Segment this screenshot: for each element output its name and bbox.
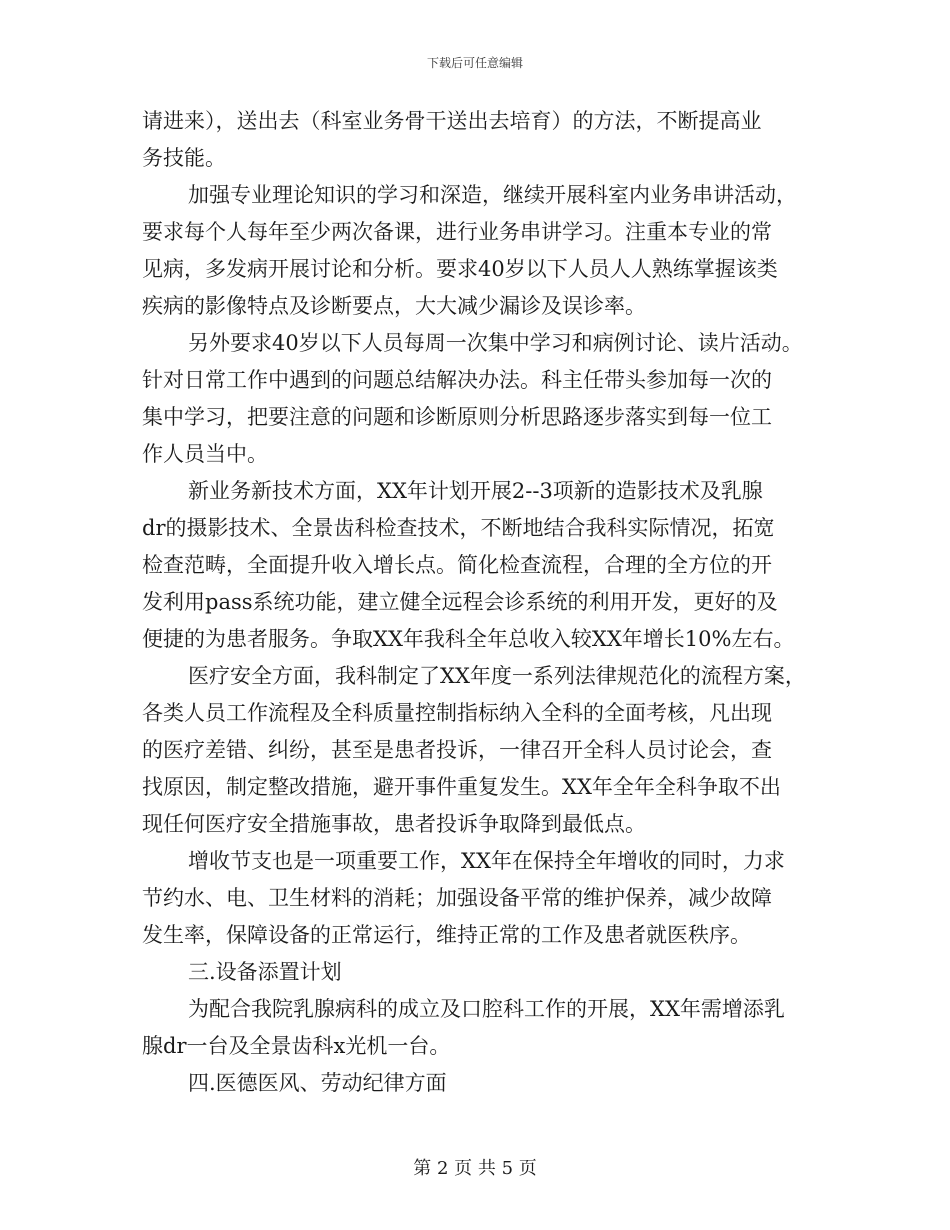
text-line: 发利用pass系统功能，建立健全远程会诊系统的利用开发，更好的及 [142,590,778,614]
text-line: 加强专业理论知识的学习和深造，继续开展科室内业务串讲活动， [188,183,797,207]
text-line: 务技能。 [142,146,226,170]
paragraph [142,991,822,1065]
text-line: dr的摄影技术、全景齿科检查技术，不断地结合我科实际情况，拓宽 [142,516,775,540]
text-line: 针对日常工作中遇到的问题总结解决办法。科主任带头参加每一次的 [142,368,772,392]
text-line: 找原因，制定整改措施，避开事件重复发生。XX年全年全科争取不出 [142,775,781,799]
paragraph [142,325,822,473]
paragraph [142,658,822,843]
text-line: 见病，多发病开展讨论和分析。要求40岁以下人员人人熟练掌握该类 [142,257,778,281]
text-line: 疾病的影像特点及诊断要点，大大减少漏诊及误诊率。 [142,294,646,318]
text-line: 集中学习，把要注意的问题和诊断原则分析思路逐步落实到每一位工 [142,405,772,429]
text-line: 四.医德医风、劳动纪律方面 [188,1071,447,1095]
paragraph [142,177,822,325]
text-line: 另外要求40岁以下人员每周一次集中学习和病例讨论、读片活动。 [188,331,803,355]
text-line: 三.设备添置计划 [188,960,342,984]
text-line: 新业务新技术方面，XX年计划开展2--3项新的造影技术及乳腺 [188,479,763,503]
text-line: 的医疗差错、纠纷，甚至是患者投诉，一律召开全科人员讨论会，查 [142,738,772,762]
paragraph [142,843,822,954]
section-heading [142,1065,822,1102]
text-line: 要求每个人每年至少两次备课，进行业务串讲学习。注重本专业的常 [142,220,772,244]
page-number: 第 2 页 共 5 页 [413,1158,537,1179]
text-line: 腺dr一台及全景齿科x光机一台。 [142,1034,451,1058]
text-line: 发生率，保障设备的正常运行，维持正常的工作及患者就医秩序。 [142,923,751,947]
text-line: 节约水、电、卫生材料的消耗；加强设备平常的维护保养，减少故障 [142,886,772,910]
text-line: 便捷的为患者服务。争取XX年我科全年总收入较XX年增长10%左右。 [142,627,795,651]
text-line: 医疗安全方面，我科制定了XX年度一系列法律规范化的流程方案， [188,664,806,688]
text-line: 增收节支也是一项重要工作，XX年在保持全年增收的同时，力求 [188,849,785,873]
document-body [142,103,822,1102]
section-heading [142,954,822,991]
text-line: 作人员当中。 [142,442,268,466]
text-line: 检查范畴，全面提升收入增长点。简化检查流程，合理的全方位的开 [142,553,772,577]
text-line: 各类人员工作流程及全科质量控制指标纳入全科的全面考核，凡出现 [142,701,772,725]
text-line: 请进来），送出去（科室业务骨干送出去培育）的方法，不断提高业 [142,109,762,133]
text-line: 现任何医疗安全措施事故，患者投诉争取降到最低点。 [142,812,646,836]
page-header: 下载后可任意编辑 [426,56,523,70]
paragraph [142,103,822,177]
text-line: 为配合我院乳腺病科的成立及口腔科工作的开展，XX年需增添乳 [188,997,785,1021]
paragraph [142,473,822,658]
